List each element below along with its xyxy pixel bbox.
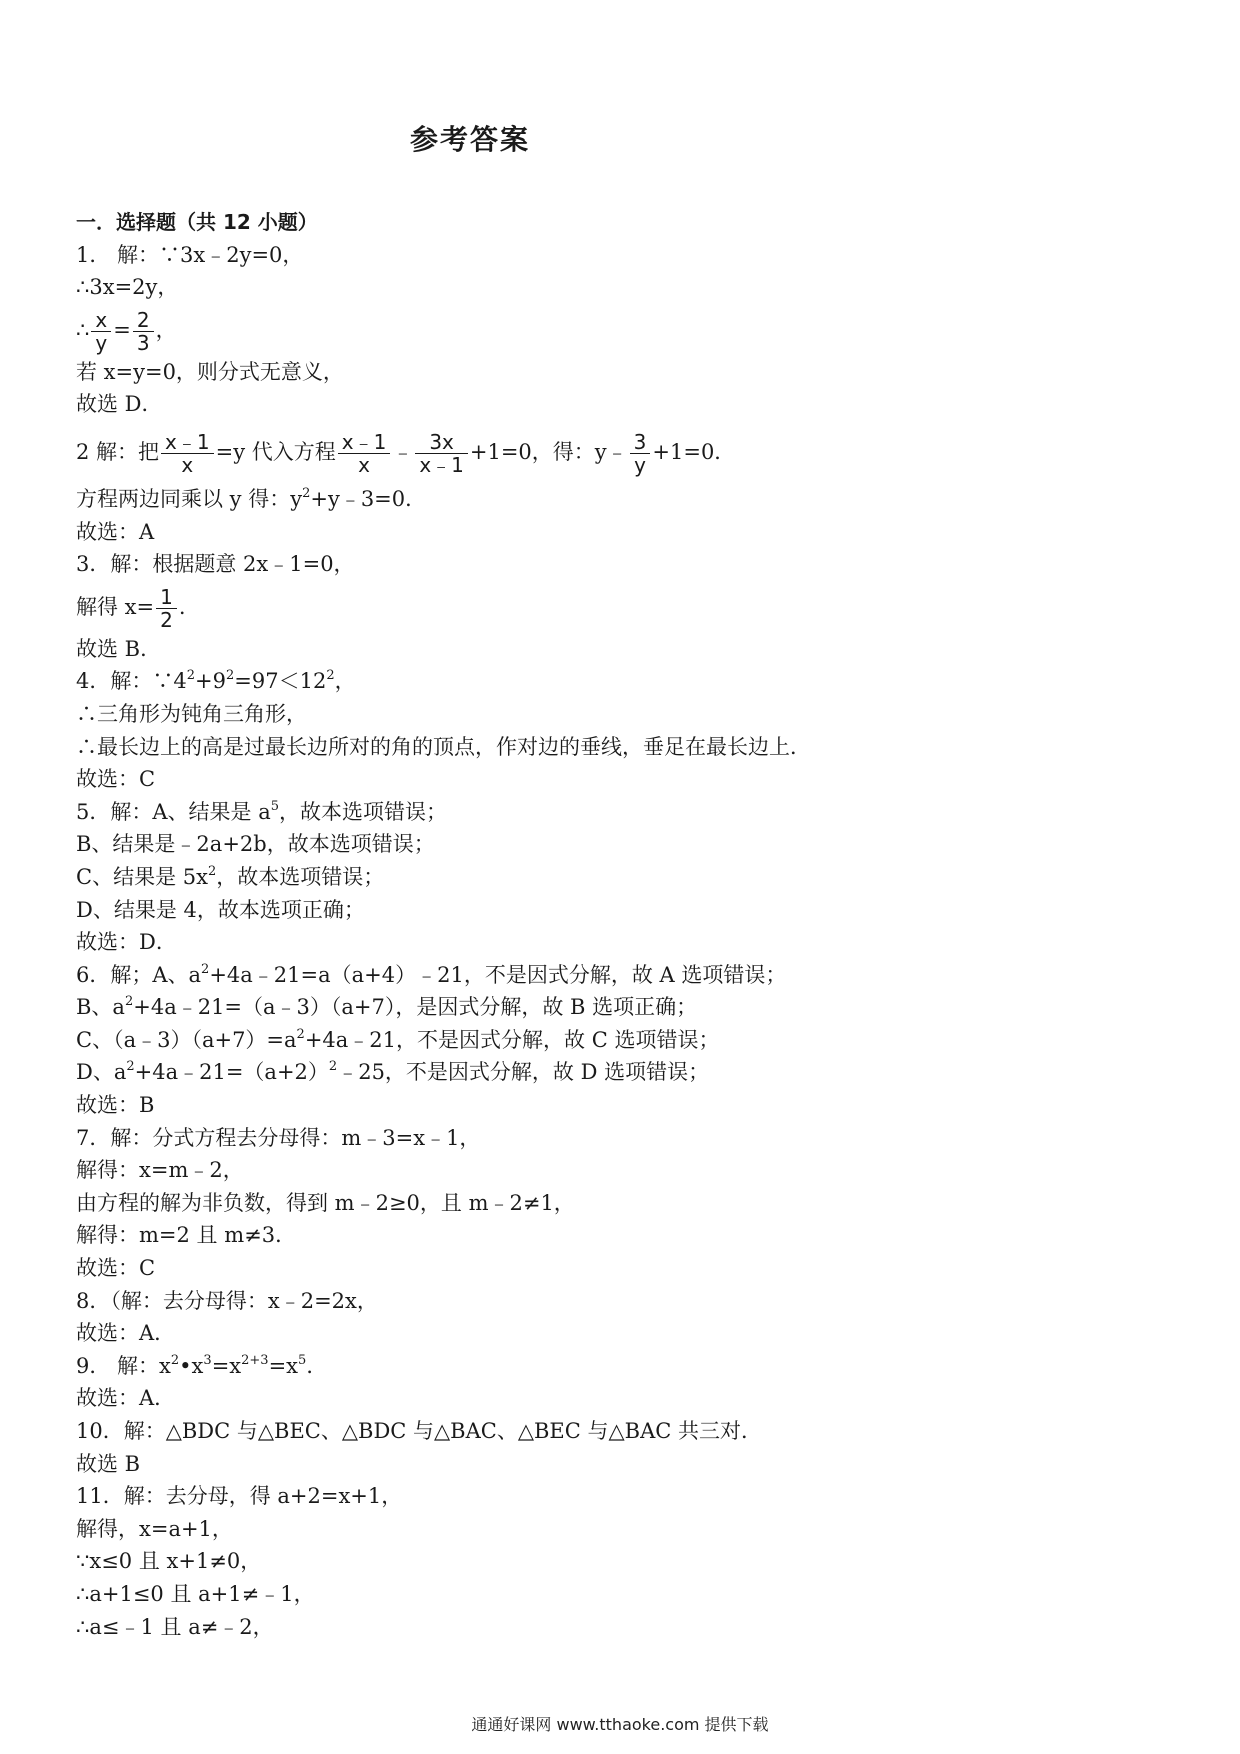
text-span: +1=0，得：y﹣ — [469, 439, 628, 464]
exponent: 2 — [302, 485, 311, 501]
exponent: 2+3 — [241, 1352, 269, 1368]
text-span: ， — [334, 669, 356, 694]
numerator: x — [91, 309, 111, 332]
text-span: 5．解：A、结果是 a — [76, 799, 271, 824]
q7-line-4: 解得：m=2 且 m≠3． — [76, 1223, 297, 1248]
text-span: ，故本选项错误； — [279, 799, 448, 824]
q4-line-2: ∴三角形为钝角三角形， — [76, 701, 307, 726]
q5-line-4: D、结果是 4，故本选项正确； — [76, 897, 365, 922]
q10-line-2: 故选 B — [76, 1451, 141, 1476]
exponent: 2 — [186, 668, 196, 684]
footer-source: 通通好课网 www.tthaoke.com 提供下载 — [471, 1715, 769, 1734]
fraction-1-over-2 — [156, 586, 177, 631]
q8-line-2: 故选：A． — [76, 1321, 176, 1346]
exponent: 2 — [326, 668, 335, 684]
q7-line-1: 7．解：分式方程去分母得：m﹣3=x﹣1， — [76, 1125, 481, 1150]
text-span: 解得 x= — [76, 594, 155, 619]
text-span: 方程两边同乘以 y 得：y — [76, 486, 303, 511]
text-span: =y 代入方程 — [215, 439, 336, 464]
fraction — [161, 431, 214, 476]
exponent: 2 — [124, 994, 134, 1010]
exponent: 5 — [270, 798, 280, 814]
exponent: 5 — [298, 1352, 307, 1368]
fraction — [630, 431, 651, 476]
fraction — [415, 431, 468, 476]
text-span: +1=0． — [652, 439, 736, 464]
q5-line-3 — [76, 861, 1176, 894]
text-span: 6．解；A、a — [76, 962, 202, 987]
numerator: 1 — [156, 586, 177, 609]
q6-line-1 — [76, 959, 1176, 992]
fraction-2-over-3 — [133, 309, 154, 354]
q5-line-5: 故选：D． — [76, 930, 177, 955]
numerator: 3 — [630, 431, 651, 454]
q6-line-2 — [76, 991, 1176, 1024]
q2-line-3: 故选：A — [76, 519, 155, 544]
numerator: 2 — [133, 309, 154, 332]
text-span: 4．解：∵4 — [76, 669, 187, 694]
exponent: 2 — [201, 961, 210, 977]
exponent: 3 — [203, 1352, 212, 1368]
text-span: ∴ — [76, 317, 90, 342]
text-span: ． — [306, 1353, 328, 1378]
denominator: x — [358, 452, 370, 477]
text-span: ﹣ — [392, 439, 414, 464]
text-span: =97＜12 — [234, 669, 327, 694]
text-span: +y﹣3=0． — [310, 486, 427, 511]
fraction — [338, 431, 391, 476]
q10-line-1: 10．解：△BDC 与△BEC、△BDC 与△BAC、△BEC 与△BAC 共三对． — [76, 1419, 762, 1443]
exponent: 2 — [170, 1352, 180, 1368]
q11-line-3: ∵x≤0 且 x+1≠0， — [76, 1549, 262, 1574]
q6-line-5: 故选：B — [76, 1093, 155, 1118]
denominator: x﹣1 — [419, 452, 464, 477]
q2-line-1 — [76, 421, 1176, 483]
text-span: =x — [268, 1353, 299, 1378]
q9-line-1 — [76, 1350, 1176, 1383]
q1-line-3: ∴ $\frac{x}{y}$ = $\frac{2}{3}$ ， — [76, 307, 177, 355]
denominator: 2 — [160, 607, 173, 632]
exponent: 2 — [207, 863, 217, 879]
text-span: ﹣25，不是因式分解，故 D 选项错误； — [337, 1060, 710, 1085]
text-span: +4a﹣21=（a+2） — [134, 1060, 329, 1085]
section-heading: 一．选择题（共 12 小题） — [76, 210, 318, 234]
text-span: +9 — [195, 669, 226, 694]
q3-line-3: 故选 B． — [76, 636, 162, 661]
q5-line-1 — [76, 796, 1176, 829]
fraction-x-over-y — [91, 309, 111, 354]
q8-line-1: 8．（解：去分母得：x﹣2=2x， — [76, 1288, 378, 1313]
q1-line-5: 故选 D． — [76, 392, 163, 417]
text-span: B、a — [76, 995, 125, 1020]
exponent: 2 — [296, 1026, 305, 1042]
q6-line-3 — [76, 1024, 1176, 1057]
q4-line-4: 故选：C — [76, 767, 156, 792]
numerator: x﹣1 — [161, 431, 214, 454]
text-span: . — [178, 594, 186, 619]
page-title: 参考答案 — [409, 123, 530, 156]
q7-line-3: 由方程的解为非负数，得到 m﹣2≥0，且 m﹣2≠1， — [76, 1190, 575, 1215]
numerator: x﹣1 — [338, 431, 391, 454]
q11-line-5: ∴a≤﹣1 且 a≠﹣2， — [76, 1614, 274, 1639]
exponent: 2 — [328, 1059, 338, 1075]
text-span: D、a — [76, 1060, 127, 1085]
q7-line-5: 故选：C — [76, 1256, 156, 1281]
q1-line-2: ∴3x=2y， — [76, 275, 179, 300]
text-span: 9． 解：x — [76, 1353, 171, 1378]
q4-line-3: ∴最长边上的高是过最长边所对的角的顶点，作对边的垂线，垂足在最长边上． — [76, 734, 811, 759]
exponent: 2 — [126, 1059, 135, 1075]
exponent: 2 — [225, 668, 235, 684]
text-span: 2 解：把 — [76, 439, 160, 464]
text-span: =x — [211, 1353, 242, 1378]
text-span: +4a﹣21，不是因式分解，故 C 选项错误； — [304, 1027, 720, 1052]
text-span: ，故本选项错误； — [216, 864, 385, 889]
q11-line-1: 11．解：去分母，得 a+2=x+1， — [76, 1484, 403, 1509]
q1-line-4: 若 x=y=0，则分式无意义， — [76, 359, 344, 384]
answer-content — [76, 206, 1176, 1643]
q9-line-2: 故选：A． — [76, 1386, 176, 1411]
text-span: ， — [155, 317, 177, 342]
denominator: 3 — [136, 330, 150, 355]
denominator: y — [634, 452, 646, 477]
q3-line-2 — [76, 581, 1176, 633]
q11-line-4: ∴a+1≤0 且 a+1≠﹣1， — [76, 1581, 315, 1606]
denominator: y — [95, 330, 108, 355]
text-span: C、（a﹣3）（a+7）=a — [76, 1027, 297, 1052]
q1-line-1: 1． 解：∵3x﹣2y=0， — [76, 242, 304, 267]
q2-line-2 — [76, 483, 1176, 516]
q4-line-1 — [76, 665, 1176, 698]
q7-line-2: 解得：x=m﹣2， — [76, 1158, 244, 1183]
q3-line-1: 3．解：根据题意 2x﹣1=0， — [76, 552, 355, 577]
text-span: •x — [179, 1353, 204, 1378]
text-span: +4a﹣21=（a﹣3）（a+7），是因式分解，故 B 选项正确； — [133, 995, 698, 1020]
q5-line-2: B、结果是﹣2a+2b，故本选项错误； — [76, 832, 435, 857]
q11-line-2: 解得，x=a+1， — [76, 1516, 233, 1541]
denominator: x — [181, 452, 194, 477]
text-span: C、结果是 5x — [76, 864, 208, 889]
q6-line-4 — [76, 1056, 1176, 1089]
text-span: +4a﹣21=a（a+4）﹣21，不是因式分解，故 A 选项错误； — [209, 962, 787, 987]
numerator: 3x — [415, 431, 468, 454]
